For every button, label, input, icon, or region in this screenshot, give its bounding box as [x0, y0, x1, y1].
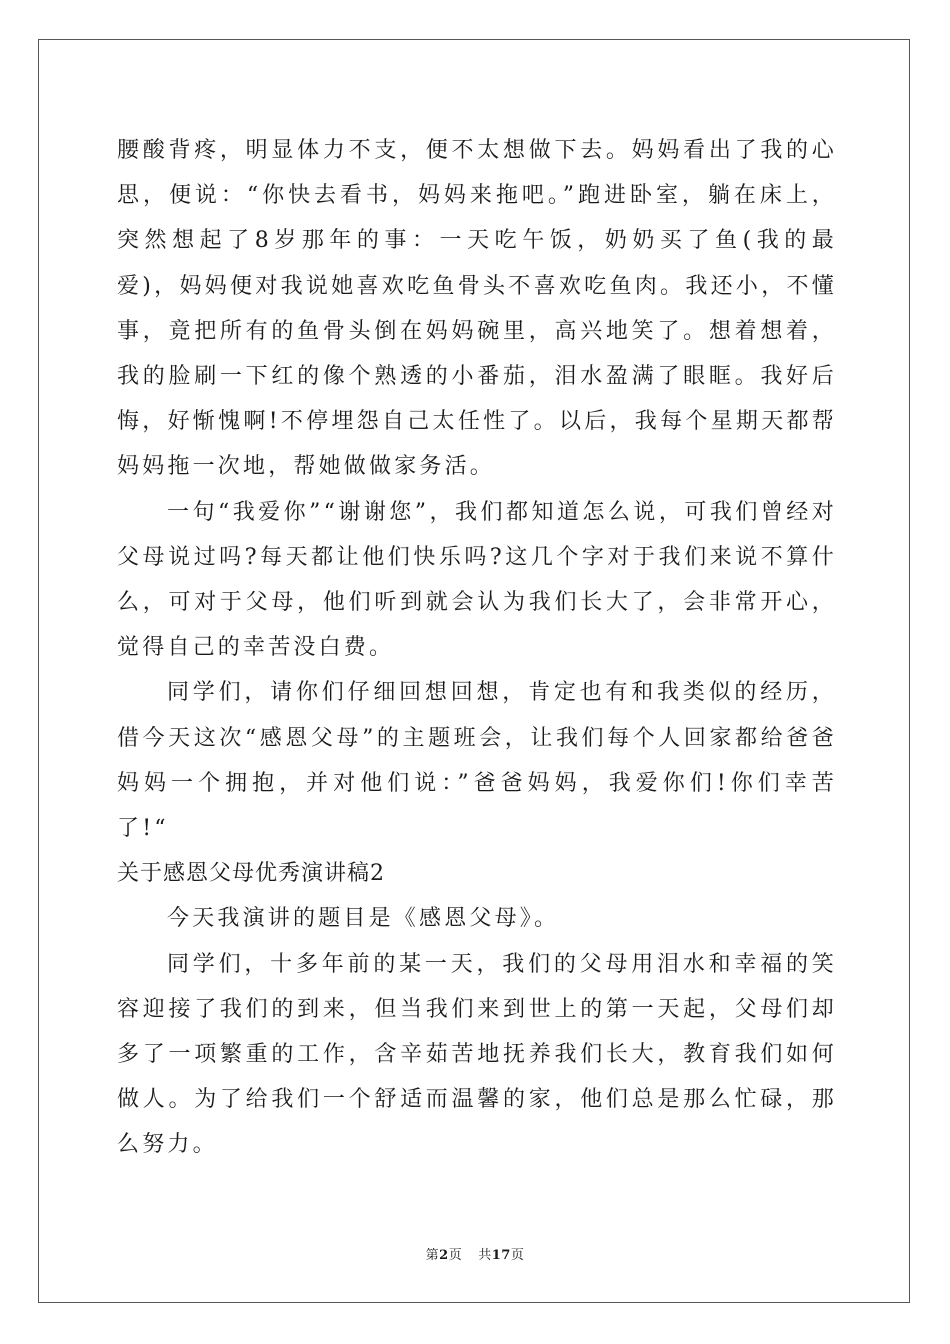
page-suffix: 页	[448, 1248, 463, 1263]
page-number: 2	[439, 1248, 449, 1263]
paragraph-thank-you: 一句“我爱你”“谢谢您”，我们都知道怎么说，可我们曾经对父母说过吗?每天都让他们快乐吗?这几个字对于我们来说不算什么，可对于父母，他们听到就会认为我们长大了，会非常开心，觉得自己的幸苦没白费。	[117, 499, 837, 661]
paragraph-class-meeting: 同学们，请你们仔细回想回想，肯定也有和我类似的经历，借今天这次“感恩父母”的主题班会，让我们每个人回家都给爸爸妈妈一个拥抱，并对他们说：”爸爸妈妈，我爱你们!你们幸苦了!“	[117, 680, 837, 842]
total-prefix: 共	[478, 1248, 492, 1263]
paragraph-speech-title: 今天我演讲的题目是《感恩父母》。	[167, 906, 560, 932]
page-prefix: 第	[425, 1248, 440, 1263]
page-footer	[0, 1244, 950, 1263]
total-pages: 17	[491, 1248, 511, 1263]
total-suffix: 页	[510, 1248, 525, 1263]
paragraph-continued: 腰酸背疼，明显体力不支，便不太想做下去。妈妈看出了我的心思，便说：“你快去看书，妈妈来拖吧。”跑进卧室，躺在床上，突然想起了8岁那年的事：一天吃午饭，奶奶买了鱼(我的最爱)，妈妈便对我说她喜欢吃鱼骨头不喜欢吃鱼肉。我还小，不懂事，竟把所有的鱼骨头倒在妈妈碗里，高兴地笑了。想着想着，我的脸刷一下红的像个熟透的小番茄，泪水盈满了眼眶。我好后悔，好惭愧啊!不停埋怨自己太任性了。以后，我每个星期天都帮妈妈拖一次地，帮她做做家务活。	[117, 138, 837, 480]
section-heading: 关于感恩父母优秀演讲稿2	[117, 861, 385, 887]
document-body	[117, 128, 837, 1168]
paragraph-parents-work: 同学们，十多年前的某一天，我们的父母用泪水和幸福的笑容迎接了我们的到来，但当我们来到世上的第一天起，父母们却多了一项繁重的工作，含辛茹苦地抚养我们长大，教育我们如何做人。为了给我们一个舒适而温馨的家，他们总是那么忙碌，那么努力。	[117, 951, 837, 1158]
